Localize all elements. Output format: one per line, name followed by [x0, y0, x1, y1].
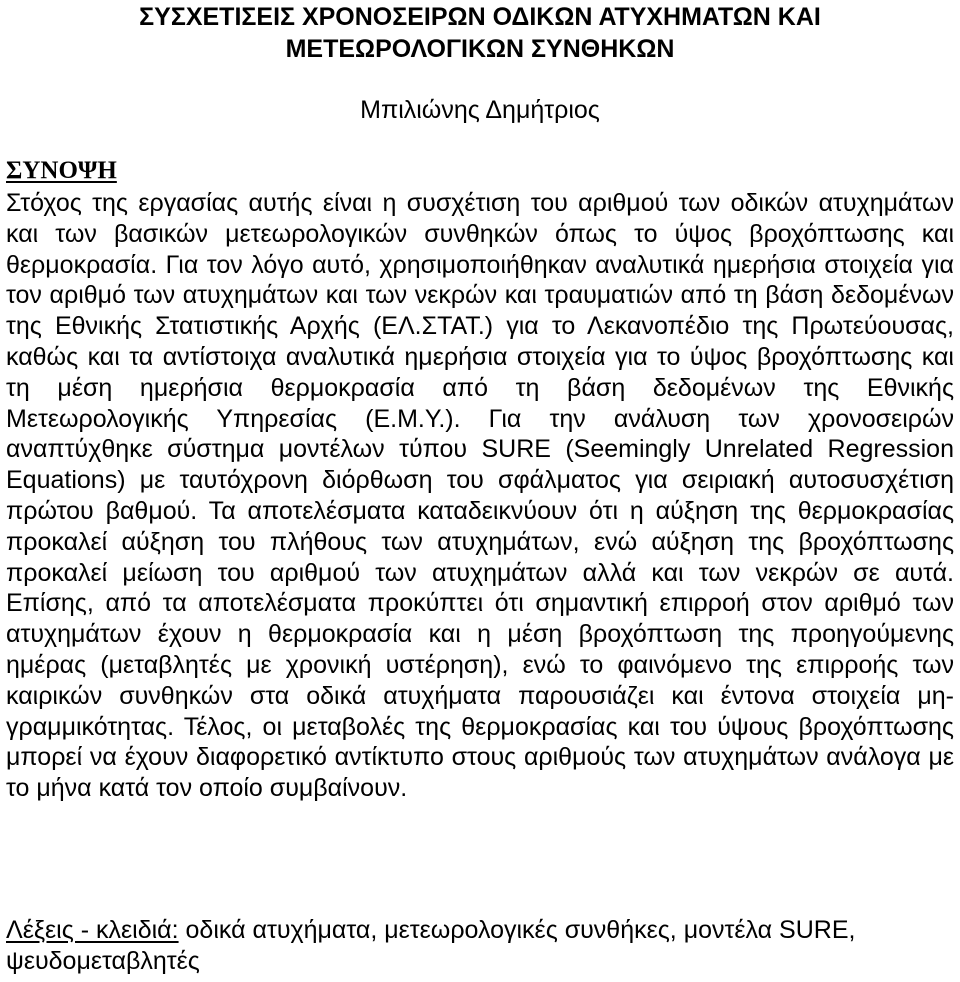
keywords-section: [6, 915, 954, 976]
abstract-paragraph: Στόχος της εργασίας αυτής είναι η συσχέτιση του αριθμού των οδικών ατυχημάτων και των βασικών μετεωρολογικών συνθηκών όπως το ύψος βροχόπτωσης και θερμοκρασία. Για τον λόγο αυτό, χρησιμοποιήθηκαν αναλυτικά ημερήσια στοιχεία για τον αριθμό των ατυχημάτων και των νεκρών και τραυματιών από τη βάση δεδομένων της Εθνικής Στατιστικής Αρχής (ΕΛ.ΣΤΑΤ.) για το Λεκανοπέδιο της Πρωτεύουσας, καθώς και τα αντίστοιχα αναλυτικά ημερήσια στοιχεία για το ύψος βροχόπτωσης και τη μέση ημερήσια θερμοκρασία από τη βάση δεδομένων της Εθνικής Μετεωρολογικής Υπηρεσίας (Ε.Μ.Υ.). Για την ανάλυση των χρονοσειρών αναπτύχθηκε σύστημα μοντέλων τύπου SURE (Seemingly Unrelated Regression Equations) με ταυτόχρονη διόρθωση του σφάλματος για σειριακή αυτοσυσχέτιση πρώτου βαθμού. Τα αποτελέσματα καταδεικνύουν ότι η αύξηση της θερμοκρασίας προκαλεί αύξηση του πλήθους των ατυχημάτων, ενώ αύξηση της βροχόπτωσης προκαλεί μείωση του αριθμού των ατυχημάτων αλλά και των νεκρών σε αυτά. Επίσης, από τα αποτελέσματα προκύπτει ότι σημαντική επιρροή στον αριθμό των ατυχημάτων έχουν η θερμοκρασία και η μέση βροχόπτωση της προηγούμενης ημέρας (μεταβλητές με χρονική υστέρηση), ενώ το φαινόμενο της επιρροής των καιρικών συνθηκών στα οδικά ατυχήματα παρουσιάζει και έντονα στοιχεία μη-γραμμικότητας. Τέλος, οι μεταβολές της θερμοκρασίας και του ύψους βροχόπτωσης μπορεί να έχουν διαφορετικό αντίκτυπο στους αριθμούς των ατυχημάτων ανάλογα με το μήνα κατά τον οποίο συμβαίνουν.: [6, 189, 954, 803]
paper-title: [0, 1, 960, 65]
keywords-paragraph: [6, 915, 954, 976]
keywords-label: Λέξεις - κλειδιά:: [6, 916, 179, 944]
abstract-heading: ΣΥΝΟΨΗ: [6, 157, 117, 184]
author-name: Μπιλιώνης Δημήτριος: [360, 96, 600, 124]
paper-title-line-2: ΜΕΤΕΩΡΟΛΟΓΙΚΩΝ ΣΥΝΘΗΚΩΝ: [285, 35, 675, 63]
paper-title-line-1: ΣΥΣΧΕΤΙΣΕΙΣ ΧΡΟΝΟΣΕΙΡΩΝ ΟΔΙΚΩΝ ΑΤΥΧΗΜΑΤΩΝ ΚΑΙ: [139, 3, 821, 31]
abstract-section: [6, 188, 954, 804]
keywords-text: οδικά ατυχήματα, μετεωρολογικές συνθήκες, μοντέλα SURE, ψευδομεταβλητές: [6, 916, 856, 975]
